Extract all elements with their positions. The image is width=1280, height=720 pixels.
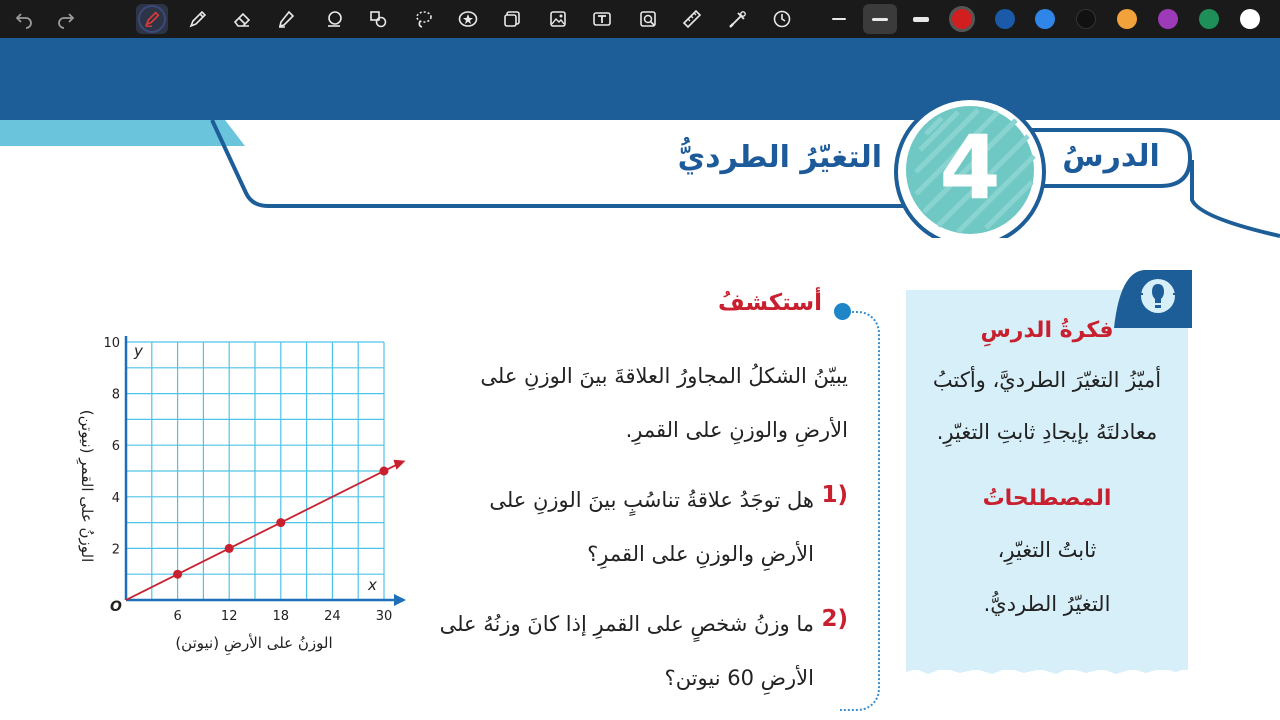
color-orange-swatch[interactable] (1117, 9, 1137, 29)
graph-tick-labels (103, 336, 392, 624)
color-red-swatch[interactable] (949, 6, 975, 32)
x-tick-label: 12 (220, 609, 238, 624)
image-icon[interactable] (542, 4, 574, 34)
color-green-swatch[interactable] (1199, 9, 1219, 29)
origin-label: O (110, 599, 122, 615)
y-tick-label: 8 (111, 387, 120, 403)
color-purple-swatch[interactable] (1158, 9, 1178, 29)
highlighter-icon[interactable] (270, 4, 302, 34)
question-2-line: الأرضِ 60 نيوتن؟ (664, 666, 814, 690)
y-axis-label: الوزنُ على القمرِ (نيوتن) (78, 409, 96, 563)
term-item: ثابتُ التغيّرِ، (997, 538, 1097, 562)
lesson-idea-line: أميّزُ التغيّرَ الطرديَّ، وأكتبُ (932, 368, 1162, 392)
x-tick-label: 24 (324, 609, 341, 624)
text-box-icon[interactable] (586, 4, 618, 34)
bullet-dot (834, 303, 851, 320)
redo-icon[interactable] (50, 4, 82, 34)
x-axis-label: الوزنُ على الأرضِ (نيوتن) (175, 634, 333, 652)
lesson-label: الدرسُ (1062, 139, 1160, 174)
lesson-title: التغيّرُ الطرديُّ (677, 140, 882, 175)
question-number: 1) (821, 482, 848, 508)
data-point (173, 570, 182, 579)
weight-graph (66, 336, 406, 668)
timer-icon[interactable] (766, 4, 798, 34)
series-arrow-icon (393, 460, 405, 470)
data-point (380, 467, 389, 476)
color-dark-blue-swatch[interactable] (995, 9, 1015, 29)
color-blue-swatch[interactable] (1035, 9, 1055, 29)
question-2-line: ما وزنُ شخصٍ على القمرِ إذا كانَ وزنُهُ على (439, 612, 814, 636)
explore-intro-line: يبيّنُ الشكلُ المجاورُ العلاقةَ بينَ الوزنِ على (480, 364, 848, 388)
x-tick-label: 30 (375, 609, 393, 624)
sticky-note-icon[interactable] (496, 4, 528, 34)
explore-intro-line: الأرضِ والوزنِ على القمرِ. (625, 418, 848, 442)
ruler-icon[interactable] (676, 4, 708, 34)
lasso-icon[interactable] (408, 4, 440, 34)
pencil-icon[interactable] (182, 4, 214, 34)
explore-heading: أستكشفُ (717, 290, 822, 316)
x-tick-label: 18 (272, 609, 290, 624)
star-stamp-icon[interactable] (452, 4, 484, 34)
shape-icon[interactable] (318, 4, 350, 34)
y-axis-variable: y (134, 342, 143, 360)
lesson-idea-line: معادلتَهُ بإيجادِ ثابتِ التغيّرِ. (936, 420, 1158, 444)
y-tick-label: 10 (103, 336, 120, 351)
drawing-toolbar (0, 0, 1280, 38)
y-tick-label: 2 (111, 542, 120, 558)
color-black-swatch[interactable] (1076, 9, 1096, 29)
terms-heading: المصطلحاتُ (982, 486, 1112, 511)
question-1-line: هل توجَدُ علاقةُ تناسُبٍ بينَ الوزنِ على (489, 488, 814, 512)
data-point (225, 544, 234, 553)
question-1-line: الأرضِ والوزنِ على القمرِ؟ (587, 542, 814, 566)
lesson-idea-heading: فكرةُ الدرسِ (980, 318, 1114, 343)
x-axis-arrow-icon (394, 594, 406, 606)
line-width-medium-button[interactable] (863, 4, 897, 34)
eraser-icon[interactable] (226, 4, 258, 34)
torn-paper-edge (906, 662, 1188, 678)
x-tick-label: 6 (173, 609, 182, 624)
line-width-thick-button[interactable] (904, 4, 938, 34)
y-tick-label: 4 (111, 490, 120, 506)
y-tick-label: 6 (111, 439, 120, 455)
laser-pointer-icon[interactable] (722, 4, 754, 34)
lesson-banner (0, 38, 1280, 238)
term-item: التغيّرُ الطرديُّ. (983, 592, 1111, 616)
undo-icon[interactable] (8, 4, 40, 34)
data-point (276, 518, 285, 527)
shapes-icon[interactable] (362, 4, 394, 34)
zoom-image-icon[interactable] (632, 4, 664, 34)
lesson-number: 4 (939, 116, 1001, 219)
question-number: 2) (821, 606, 848, 632)
graph-series (126, 460, 405, 600)
graph-grid (126, 342, 384, 600)
color-white-swatch[interactable] (1240, 9, 1260, 29)
pen-icon[interactable] (136, 4, 168, 34)
x-axis-variable: x (368, 576, 377, 594)
line-width-thin-button[interactable] (822, 4, 856, 34)
